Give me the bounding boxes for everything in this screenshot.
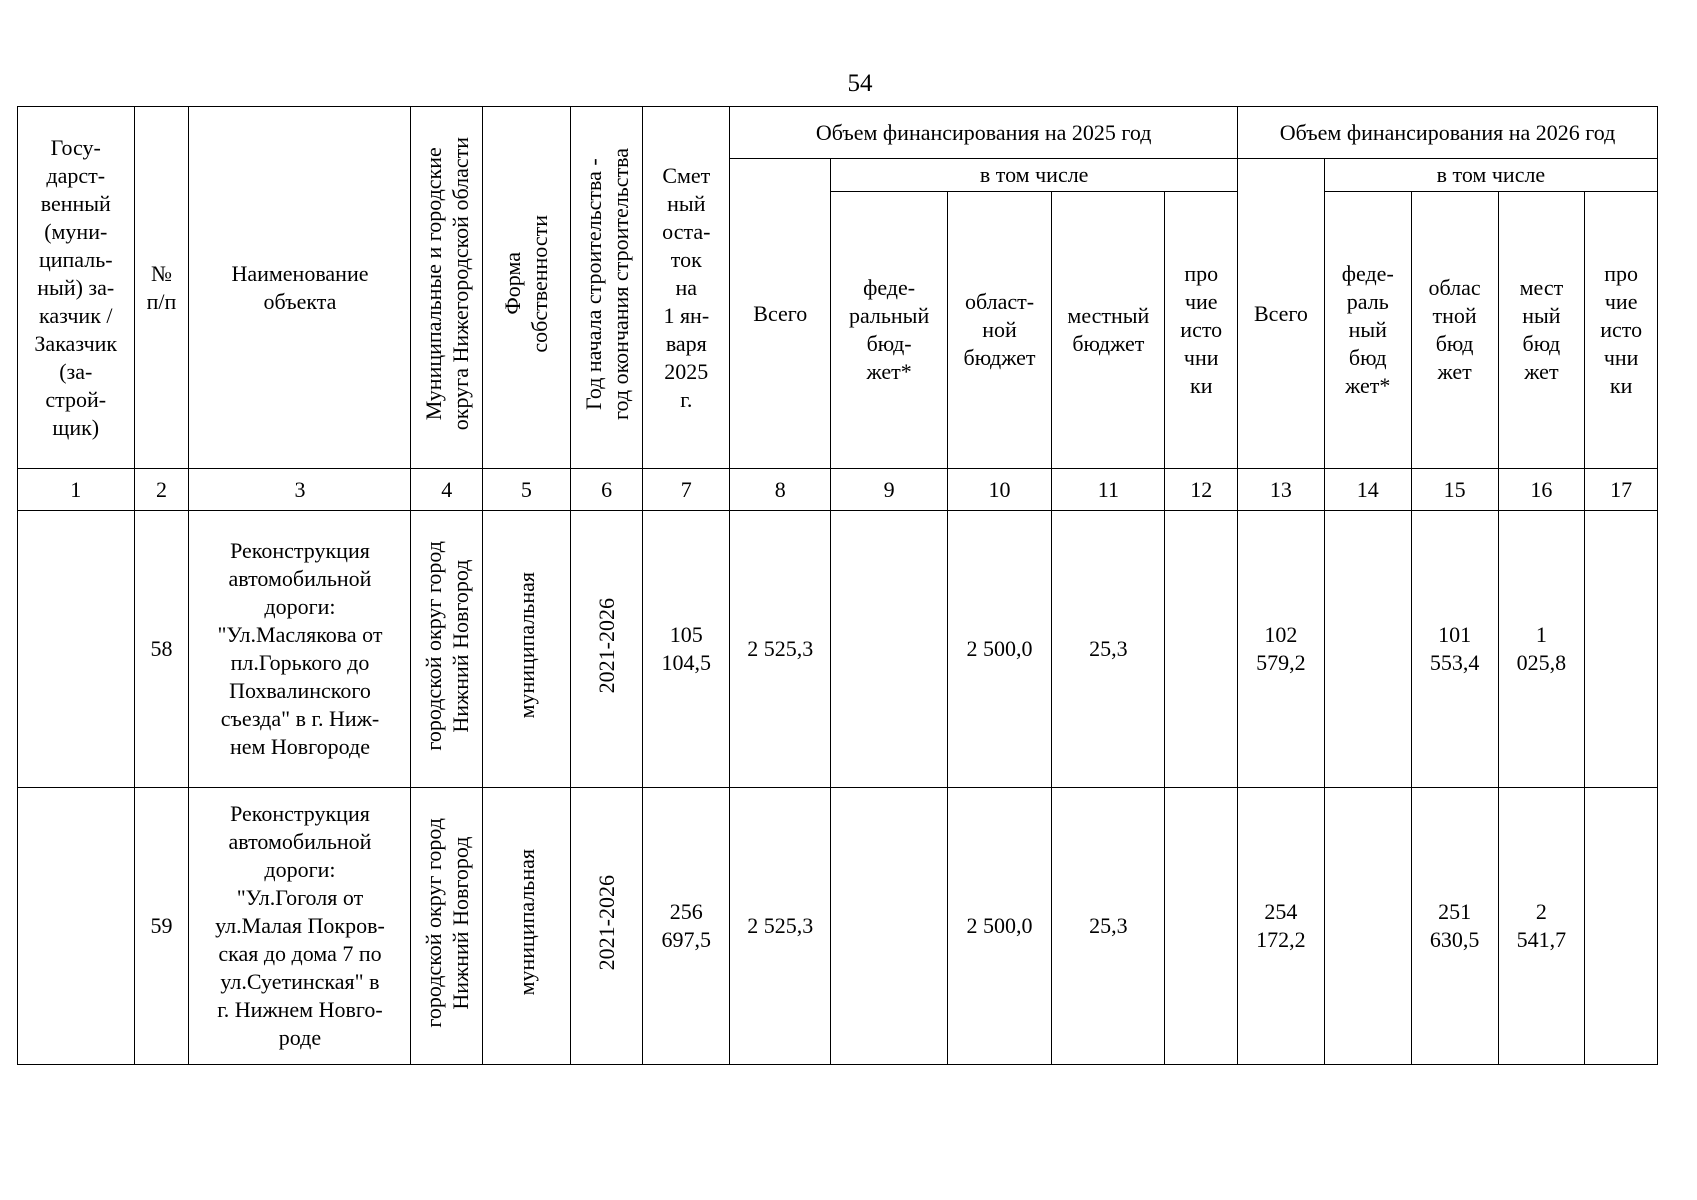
header-years: Год начала строительства - год окончания строительства xyxy=(580,148,633,420)
row-years: 2021-2026 xyxy=(594,874,620,971)
column-number: 2 xyxy=(134,469,189,511)
column-number: 7 xyxy=(643,469,730,511)
header-regional-2025: област- ной бюджет xyxy=(947,192,1051,469)
row-municipality: городской округ город Нижний Новгород xyxy=(420,817,473,1028)
row-customer xyxy=(18,788,135,1065)
row-number: 59 xyxy=(134,788,189,1065)
row-number: 58 xyxy=(134,511,189,788)
column-number: 15 xyxy=(1411,469,1498,511)
row-ownership-cell xyxy=(482,788,570,1065)
row-regional-2026: 251 630,5 xyxy=(1411,788,1498,1065)
table-row xyxy=(18,788,1658,1065)
row-municipality-cell xyxy=(411,511,482,788)
column-number: 10 xyxy=(947,469,1051,511)
column-number-row xyxy=(18,469,1658,511)
row-total-2025: 2 525,3 xyxy=(730,788,831,1065)
header-other-2026: про чие исто чни ки xyxy=(1585,192,1658,469)
row-other-2025 xyxy=(1165,511,1238,788)
row-local-2026: 2 541,7 xyxy=(1498,788,1585,1065)
row-total-2025: 2 525,3 xyxy=(730,511,831,788)
header-municipality-cell xyxy=(411,107,482,469)
page-number: 54 xyxy=(847,70,873,97)
row-local-2025: 25,3 xyxy=(1052,788,1165,1065)
column-number: 5 xyxy=(482,469,570,511)
header-local-2025: местный бюджет xyxy=(1052,192,1165,469)
column-number: 3 xyxy=(189,469,411,511)
column-number: 11 xyxy=(1052,469,1165,511)
header-including-2026: в том числе xyxy=(1324,159,1657,192)
row-federal-2025 xyxy=(831,511,948,788)
column-number: 14 xyxy=(1324,469,1411,511)
row-object-name: Реконструкция автомобильной дороги: "Ул.Гоголя от ул.Малая Покров- ская до дома 7 по ул.Суетинская" в г. Нижнем Новго- роде xyxy=(189,788,411,1065)
header-total-2026: Всего xyxy=(1238,159,1325,469)
row-regional-2025: 2 500,0 xyxy=(947,511,1051,788)
column-number: 6 xyxy=(570,469,643,511)
row-ownership: муниципальная xyxy=(513,849,539,996)
column-number: 13 xyxy=(1238,469,1325,511)
header-municipality: Муниципальные и городские округа Нижегородской области xyxy=(420,137,473,431)
row-ownership: муниципальная xyxy=(513,572,539,719)
row-object-name: Реконструкция автомобильной дороги: "Ул.Маслякова от пл.Горького до Похвалинского съезда" в г. Ниж- нем Новгороде xyxy=(189,511,411,788)
header-other-2025: про чие исто чни ки xyxy=(1165,192,1238,469)
header-including-2025: в том числе xyxy=(831,159,1238,192)
header-funding-2025: Объем финансирования на 2025 год xyxy=(730,107,1238,159)
header-funding-2026: Объем финансирования на 2026 год xyxy=(1238,107,1658,159)
table-row xyxy=(18,511,1658,788)
column-number: 17 xyxy=(1585,469,1658,511)
row-ownership-cell xyxy=(482,511,570,788)
row-other-2025 xyxy=(1165,788,1238,1065)
row-federal-2026 xyxy=(1324,788,1411,1065)
row-federal-2026 xyxy=(1324,511,1411,788)
row-regional-2025: 2 500,0 xyxy=(947,788,1051,1065)
row-local-2025: 25,3 xyxy=(1052,511,1165,788)
row-total-2026: 102 579,2 xyxy=(1238,511,1325,788)
header-total-2025: Всего xyxy=(730,159,831,469)
row-other-2026 xyxy=(1585,788,1658,1065)
row-years-cell xyxy=(570,511,643,788)
header-customer: Госу- дарст- венный (муни- ципаль- ный) за- казчик / Заказчик (за- строй- щик) xyxy=(18,107,135,469)
row-estimate: 256 697,5 xyxy=(643,788,730,1065)
header-ownership-cell xyxy=(482,107,570,469)
row-years-cell xyxy=(570,788,643,1065)
row-years: 2021-2026 xyxy=(594,597,620,694)
row-municipality-cell xyxy=(411,788,482,1065)
column-number: 12 xyxy=(1165,469,1238,511)
row-regional-2026: 101 553,4 xyxy=(1411,511,1498,788)
header-federal-2026: феде- раль ный бюд жет* xyxy=(1324,192,1411,469)
column-number: 8 xyxy=(730,469,831,511)
investment-table xyxy=(17,106,1658,1065)
row-estimate: 105 104,5 xyxy=(643,511,730,788)
header-ownership: Форма собственности xyxy=(500,215,553,353)
header-regional-2026: облас тной бюд жет xyxy=(1411,192,1498,469)
row-municipality: городской округ город Нижний Новгород xyxy=(420,540,473,751)
header-object-name: Наименование объекта xyxy=(189,107,411,469)
column-number: 1 xyxy=(18,469,135,511)
header-years-cell xyxy=(570,107,643,469)
header-estimate: Смет ный оста- ток на 1 ян- варя 2025 г. xyxy=(643,107,730,469)
header-local-2026: мест ный бюд жет xyxy=(1498,192,1585,469)
header-number: № п/п xyxy=(134,107,189,469)
header-row-1 xyxy=(18,107,1658,159)
header-federal-2025: феде- ральный бюд- жет* xyxy=(831,192,948,469)
row-other-2026 xyxy=(1585,511,1658,788)
column-number: 4 xyxy=(411,469,482,511)
row-federal-2025 xyxy=(831,788,948,1065)
column-number: 9 xyxy=(831,469,948,511)
row-customer xyxy=(18,511,135,788)
row-local-2026: 1 025,8 xyxy=(1498,511,1585,788)
row-total-2026: 254 172,2 xyxy=(1238,788,1325,1065)
column-number: 16 xyxy=(1498,469,1585,511)
